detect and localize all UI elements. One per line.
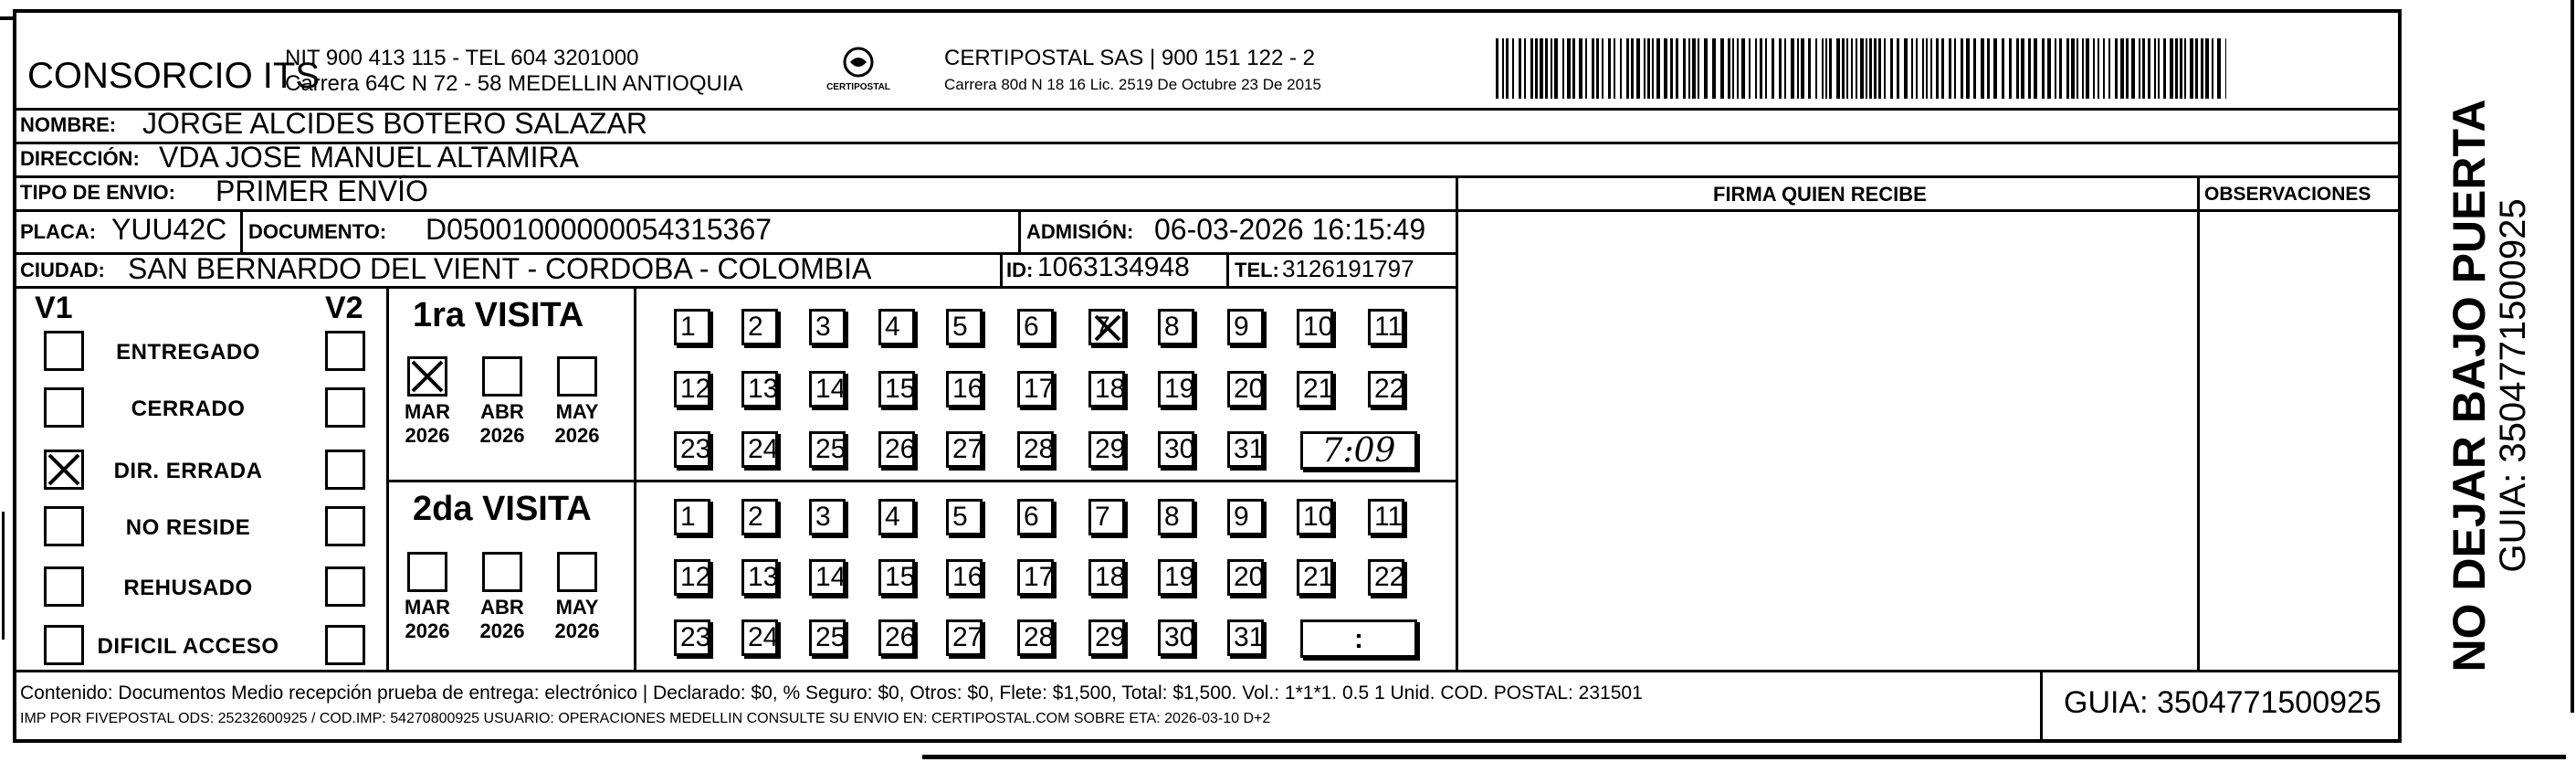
- barcode-bar: [2163, 38, 2166, 99]
- barcode-bar: [1808, 38, 1811, 99]
- month-label: [475, 400, 530, 449]
- day-box[interactable]: 1: [674, 499, 710, 535]
- barcode-bar: [1791, 38, 1794, 99]
- barcode-bar: [1704, 38, 1708, 99]
- day-box[interactable]: 16: [946, 371, 983, 407]
- col-divider: [240, 209, 243, 252]
- row-divider: [13, 670, 2402, 672]
- barcode-bar: [2225, 38, 2226, 99]
- firma-header: FIRMA QUIEN RECIBE: [1713, 183, 1927, 206]
- month-checkbox[interactable]: [557, 356, 597, 397]
- day-number: 7: [1095, 312, 1110, 342]
- barcode-bar: [2108, 38, 2110, 99]
- barcode-bar: [2055, 38, 2056, 99]
- day-box[interactable]: 21: [1297, 559, 1333, 596]
- barcode-bar: [2034, 38, 2037, 99]
- day-box[interactable]: 2: [741, 309, 778, 345]
- barcode-bar: [1535, 38, 1538, 99]
- day-box[interactable]: 19: [1158, 371, 1194, 407]
- barcode-bar: [2098, 38, 2099, 99]
- placa-label: PLACA:: [20, 220, 97, 243]
- barcode-bar: [1712, 38, 1716, 99]
- status-option-label: REHUSADO: [123, 576, 253, 600]
- barcode-bar: [1755, 38, 1757, 99]
- tipo-value: PRIMER ENVÍO: [216, 175, 428, 207]
- day-box[interactable]: 22: [1368, 559, 1404, 596]
- barcode-bar: [1631, 38, 1634, 99]
- direccion-label: DIRECCIÓN:: [20, 147, 140, 170]
- day-box[interactable]: 1: [674, 309, 710, 345]
- certipostal-logo: [826, 46, 890, 97]
- barcode-bar: [1936, 38, 1939, 99]
- barcode-bar: [1614, 38, 1615, 99]
- barcode-bar: [2016, 38, 2019, 99]
- barcode-bar: [1656, 38, 1660, 99]
- barcode-bar: [1884, 38, 1886, 99]
- barcode-bar: [2071, 38, 2075, 99]
- barcode-bar: [1496, 38, 1498, 99]
- barcode-bar: [1524, 38, 1526, 99]
- day-box[interactable]: 2: [741, 499, 778, 535]
- month-label: [400, 400, 455, 449]
- month-label: [550, 596, 605, 644]
- barcode-bar: [1596, 38, 1599, 99]
- day-box[interactable]: 3: [809, 309, 846, 345]
- day-box[interactable]: 11: [1368, 309, 1404, 345]
- barcode-bar: [2028, 38, 2031, 99]
- barcode-bar: [1961, 38, 1963, 99]
- barcode-bar: [2126, 38, 2129, 99]
- day-box[interactable]: 19: [1158, 559, 1194, 596]
- month-checkbox[interactable]: [557, 552, 597, 592]
- barcode-bar: [2131, 38, 2135, 99]
- day-box[interactable]: 13: [741, 559, 778, 596]
- day-box[interactable]: [1088, 309, 1125, 345]
- barcode-bar: [1981, 38, 1984, 99]
- footer-contenido: Contenido: Documentos Medio recepción prueba de entrega: electrónico | Declarado: $0, % Seguro: $0, Otros: $0, Flete: $1,500, Total: $1,500. Vol.: 1*1*1. 0.5 1 Unid. COD. POSTAL: 231501: [20, 683, 1643, 704]
- barcode-bar: [1922, 38, 1924, 99]
- tel-label: TEL:: [1235, 259, 1279, 281]
- barcode-bar: [1930, 38, 1932, 99]
- barcode-bar: [1698, 38, 1699, 99]
- day-box[interactable]: 6: [1017, 499, 1054, 535]
- barcode-bar: [2201, 38, 2203, 99]
- barcode-bar: [1647, 38, 1650, 99]
- barcode-bar: [2042, 38, 2045, 99]
- carrier-license: Carrera 80d N 18 16 Lic. 2519 De Octubre 23 De 2015: [944, 76, 1321, 93]
- barcode-bar: [2120, 38, 2124, 99]
- month-name: MAY: [555, 596, 599, 619]
- barcode-bar: [1540, 38, 1543, 99]
- col-divider: [1000, 252, 1003, 286]
- day-box[interactable]: 14: [809, 371, 846, 407]
- col-divider: [2040, 670, 2043, 743]
- carrier-name: CERTIPOSTAL SAS | 900 151 122 - 2: [944, 46, 1315, 70]
- barcode-bar: [1636, 38, 1640, 99]
- barcode-bar: [1737, 38, 1739, 99]
- barcode-bar: [1602, 38, 1603, 99]
- barcode-bar: [1829, 38, 1832, 99]
- id-label: ID:: [1006, 259, 1034, 281]
- barcode-bar: [2139, 38, 2140, 99]
- barcode-bar: [1836, 38, 1840, 99]
- svg-text:CERTIPOSTAL: CERTIPOSTAL: [826, 82, 890, 92]
- status-option-label: DIR. ERRADA: [113, 459, 263, 483]
- day-box[interactable]: 31: [1227, 431, 1264, 468]
- barcode-bar: [1941, 38, 1944, 99]
- barcode-bar: [2195, 38, 2198, 99]
- barcode-bar: [1851, 38, 1853, 99]
- barcode-bar: [1797, 38, 1799, 99]
- id-value: 1063134948: [1037, 252, 1190, 282]
- barcode-bar: [1741, 38, 1745, 99]
- day-box[interactable]: 5: [946, 309, 983, 345]
- barcode-bar: [1825, 38, 1827, 99]
- barcode-bar: [2059, 38, 2062, 99]
- status-v2-checkbox[interactable]: [325, 506, 365, 546]
- barcode-bar: [1874, 38, 1877, 99]
- day-box[interactable]: 15: [878, 559, 915, 596]
- barcode-bar: [1856, 38, 1857, 99]
- company-name: CONSORCIO ITS: [27, 56, 321, 96]
- barcode-bar: [1664, 38, 1667, 99]
- barcode-bar: [2212, 38, 2213, 99]
- barcode-bar: [1592, 38, 1594, 99]
- barcode-bar: [2142, 38, 2145, 99]
- company-address: Carrera 64C N 72 - 58 MEDELLIN ANTIOQUIA: [285, 71, 743, 96]
- day-box[interactable]: 5: [946, 499, 983, 535]
- barcode-bar: [1779, 38, 1782, 99]
- day-box[interactable]: 13: [741, 371, 778, 407]
- status-v2-checkbox[interactable]: [325, 625, 365, 665]
- visit-time-field[interactable]: :: [1300, 619, 1417, 658]
- day-box[interactable]: 15: [878, 371, 915, 407]
- day-box[interactable]: 17: [1017, 559, 1054, 596]
- barcode-bar: [1926, 38, 1928, 99]
- barcode-bar: [1815, 38, 1817, 99]
- barcode-bar: [1506, 38, 1509, 99]
- day-box[interactable]: 9: [1227, 309, 1264, 345]
- nombre-value: JORGE ALCIDES BOTERO SALAZAR: [142, 107, 648, 140]
- day-box[interactable]: 10: [1297, 309, 1333, 345]
- tel-value: 3126191797: [1282, 255, 1414, 282]
- month-checkbox[interactable]: [482, 552, 522, 592]
- day-box[interactable]: 31: [1227, 619, 1264, 656]
- barcode-bar: [1676, 38, 1678, 99]
- col-divider: [634, 286, 636, 670]
- day-box[interactable]: 30: [1158, 619, 1194, 656]
- tipo-label: TIPO DE ENVIO:: [20, 181, 175, 204]
- barcode-bar: [1890, 38, 1893, 99]
- day-box[interactable]: 27: [946, 431, 983, 468]
- second-visit-title: 2da VISITA: [413, 490, 592, 528]
- day-box[interactable]: 29: [1088, 619, 1125, 656]
- day-box[interactable]: 23: [674, 619, 710, 656]
- nombre-label: NOMBRE:: [20, 113, 117, 136]
- footer-imp: IMP POR FIVEPOSTAL ODS: 25232600925 / COD.IMP: 54270800925 USUARIO: OPERACIONES MEDELLIN CONSULTE SU ENVIO EN: CERTIPOSTAL.COM SOBRE ETA: 2026-03-10 D+2: [20, 711, 1271, 726]
- month-name: MAR: [404, 596, 451, 619]
- barcode-bar: [1551, 38, 1552, 99]
- day-box[interactable]: 4: [878, 309, 915, 345]
- day-box[interactable]: 8: [1158, 309, 1194, 345]
- barcode-bar: [1728, 38, 1730, 99]
- col-divider: [2197, 175, 2200, 670]
- barcode-bar: [1585, 38, 1587, 99]
- barcode-bar: [1688, 38, 1690, 99]
- barcode-bar: [2086, 38, 2089, 99]
- v1-label: V1: [35, 291, 73, 325]
- barcode-bar: [1878, 38, 1881, 99]
- day-box[interactable]: 16: [946, 559, 983, 596]
- barcode-bar: [1966, 38, 1970, 99]
- barcode: [1496, 38, 2226, 99]
- barcode-bar: [2158, 38, 2160, 99]
- barcode-bar: [1772, 38, 1774, 99]
- month-year: 2026: [479, 619, 525, 643]
- visit-time-field[interactable]: 7:09: [1300, 431, 1417, 470]
- barcode-bar: [1860, 38, 1864, 99]
- day-box[interactable]: 23: [674, 431, 710, 468]
- month-year: 2026: [554, 619, 600, 643]
- barcode-bar: [2002, 38, 2004, 99]
- barcode-bar: [2021, 38, 2024, 99]
- ciudad-label: CIUDAD:: [20, 259, 105, 281]
- direccion-value: VDA JOSE MANUEL ALTAMIRA: [159, 141, 579, 174]
- status-option-label: NO RESIDE: [125, 515, 251, 540]
- row-divider: [13, 209, 2402, 212]
- day-box[interactable]: 17: [1017, 371, 1054, 407]
- barcode-bar: [1904, 38, 1908, 99]
- month-name: MAR: [404, 400, 451, 423]
- barcode-bar: [2180, 38, 2182, 99]
- barcode-bar: [1530, 38, 1533, 99]
- barcode-bar: [2190, 38, 2193, 99]
- day-box[interactable]: 9: [1227, 499, 1264, 535]
- barcode-bar: [2154, 38, 2156, 99]
- day-box[interactable]: 28: [1017, 431, 1054, 468]
- month-label: [475, 596, 530, 644]
- documento-label: DOCUMENTO:: [248, 220, 387, 243]
- day-box[interactable]: 28: [1017, 619, 1054, 656]
- day-box[interactable]: 11: [1368, 499, 1404, 535]
- observaciones-header: OBSERVACIONES: [2204, 184, 2371, 205]
- barcode-bar: [1911, 38, 1913, 99]
- barcode-bar: [1993, 38, 1997, 99]
- status-v2-checkbox[interactable]: [325, 566, 365, 607]
- day-box[interactable]: 26: [878, 431, 915, 468]
- status-v2-checkbox[interactable]: [325, 450, 365, 490]
- month-name: ABR: [480, 596, 524, 619]
- day-box[interactable]: 30: [1158, 431, 1194, 468]
- barcode-bar: [1869, 38, 1872, 99]
- placa-value: YUU42C: [111, 213, 227, 246]
- barcode-bar: [1608, 38, 1611, 99]
- barcode-bar: [1502, 38, 1504, 99]
- col-divider: [1018, 209, 1021, 252]
- col-divider: [1226, 252, 1229, 286]
- month-year: 2026: [405, 619, 450, 643]
- barcode-bar: [1954, 38, 1956, 99]
- day-box[interactable]: 12: [674, 371, 710, 407]
- barcode-bar: [1512, 38, 1514, 99]
- barcode-bar: [2082, 38, 2084, 99]
- day-box[interactable]: 6: [1017, 309, 1054, 345]
- scan-right-edge: [2571, 0, 2574, 713]
- status-option-label: ENTREGADO: [116, 340, 260, 365]
- day-box[interactable]: 27: [946, 619, 983, 656]
- barcode-bar: [1626, 38, 1629, 99]
- barcode-bar: [1732, 38, 1734, 99]
- month-name: MAY: [555, 400, 599, 423]
- barcode-bar: [1652, 38, 1654, 99]
- barcode-bar: [1760, 38, 1762, 99]
- documento-value: D05001000000054315367: [426, 213, 773, 246]
- barcode-bar: [2170, 38, 2173, 99]
- side-no-dejar: NO DEJAR BAJO PUERTA: [2443, 99, 2495, 672]
- barcode-bar: [1822, 38, 1824, 99]
- status-option-label: DIFICIL ACCESO: [97, 634, 279, 659]
- barcode-bar: [2148, 38, 2150, 99]
- ciudad-value: SAN BERNARDO DEL VIENT - CORDOBA - COLOMBIA: [128, 252, 872, 285]
- barcode-bar: [1973, 38, 1976, 99]
- barcode-bar: [1670, 38, 1673, 99]
- barcode-bar: [2175, 38, 2178, 99]
- day-box[interactable]: 24: [741, 431, 778, 468]
- footer-guia: GUIA: 3504771500925: [2064, 685, 2381, 720]
- barcode-bar: [1692, 38, 1696, 99]
- day-box[interactable]: 10: [1297, 499, 1333, 535]
- barcode-bar: [1801, 38, 1804, 99]
- barcode-bar: [2205, 38, 2209, 99]
- barcode-bar: [2066, 38, 2069, 99]
- barcode-bar: [1949, 38, 1951, 99]
- barcode-bar: [2184, 38, 2186, 99]
- scan-bottom-edge: [922, 755, 2566, 759]
- barcode-bar: [1897, 38, 1899, 99]
- day-box[interactable]: 7: [1088, 499, 1125, 535]
- barcode-bar: [1987, 38, 1990, 99]
- col-divider: [1456, 175, 1458, 670]
- barcode-bar: [2077, 38, 2078, 99]
- barcode-bar: [1749, 38, 1751, 99]
- barcode-bar: [1644, 38, 1645, 99]
- barcode-bar: [1916, 38, 1918, 99]
- barcode-bar: [1554, 38, 1558, 99]
- day-box[interactable]: 20: [1227, 559, 1264, 596]
- month-checkbox[interactable]: [482, 356, 522, 397]
- status-v2-checkbox[interactable]: [325, 331, 365, 371]
- month-label: [550, 400, 605, 449]
- day-box[interactable]: 25: [809, 619, 846, 656]
- barcode-bar: [1683, 38, 1686, 99]
- barcode-bar: [2047, 38, 2051, 99]
- month-label: [400, 596, 455, 644]
- day-box[interactable]: 4: [878, 499, 915, 535]
- first-visit-title: 1ra VISITA: [413, 296, 584, 334]
- company-nit: NIT 900 413 115 - TEL 604 3201000: [285, 46, 639, 70]
- col-divider: [386, 286, 389, 670]
- barcode-bar: [2115, 38, 2118, 99]
- month-year: 2026: [479, 424, 525, 448]
- barcode-bar: [1784, 38, 1786, 99]
- month-year: 2026: [405, 424, 450, 448]
- day-box[interactable]: 12: [674, 559, 710, 596]
- day-box[interactable]: 14: [809, 559, 846, 596]
- month-checkbox[interactable]: [407, 356, 447, 397]
- barcode-bar: [1562, 38, 1564, 99]
- barcode-bar: [1519, 38, 1521, 99]
- day-box[interactable]: 26: [878, 619, 915, 656]
- barcode-bar: [1720, 38, 1724, 99]
- barcode-bar: [1765, 38, 1767, 99]
- barcode-bar: [1842, 38, 1845, 99]
- barcode-bar: [1846, 38, 1848, 99]
- barcode-bar: [1572, 38, 1575, 99]
- day-box[interactable]: 22: [1368, 371, 1404, 407]
- month-year: 2026: [554, 424, 600, 448]
- barcode-bar: [1567, 38, 1571, 99]
- col-divider: [2399, 108, 2402, 743]
- day-box[interactable]: 21: [1297, 371, 1333, 407]
- admision-label: ADMISIÓN:: [1026, 220, 1134, 243]
- side-guia: GUIA: 3504771500925: [2492, 198, 2533, 573]
- day-box[interactable]: 18: [1088, 559, 1125, 596]
- side-warning: [2411, 99, 2566, 672]
- v2-label: V2: [325, 291, 363, 325]
- status-option-label: CERRADO: [131, 397, 246, 421]
- barcode-bar: [2009, 38, 2012, 99]
- day-box[interactable]: 8: [1158, 499, 1194, 535]
- barcode-bar: [1620, 38, 1622, 99]
- day-box[interactable]: 18: [1088, 371, 1125, 407]
- day-box[interactable]: 29: [1088, 431, 1125, 468]
- admision-value: 06-03-2026 16:15:49: [1154, 213, 1426, 246]
- barcode-bar: [2093, 38, 2095, 99]
- visit-divider: [386, 480, 1457, 482]
- month-name: ABR: [480, 400, 524, 423]
- day-box[interactable]: 3: [809, 499, 846, 535]
- day-box[interactable]: 24: [741, 619, 778, 656]
- barcode-bar: [2217, 38, 2221, 99]
- month-checkbox[interactable]: [407, 552, 447, 592]
- barcode-bar: [1866, 38, 1867, 99]
- day-box[interactable]: 25: [809, 431, 846, 468]
- barcode-bar: [2103, 38, 2105, 99]
- barcode-bar: [1545, 38, 1548, 99]
- row-divider: [13, 286, 1457, 289]
- day-box[interactable]: 20: [1227, 371, 1264, 407]
- status-v2-checkbox[interactable]: [325, 387, 365, 428]
- barcode-bar: [1579, 38, 1582, 99]
